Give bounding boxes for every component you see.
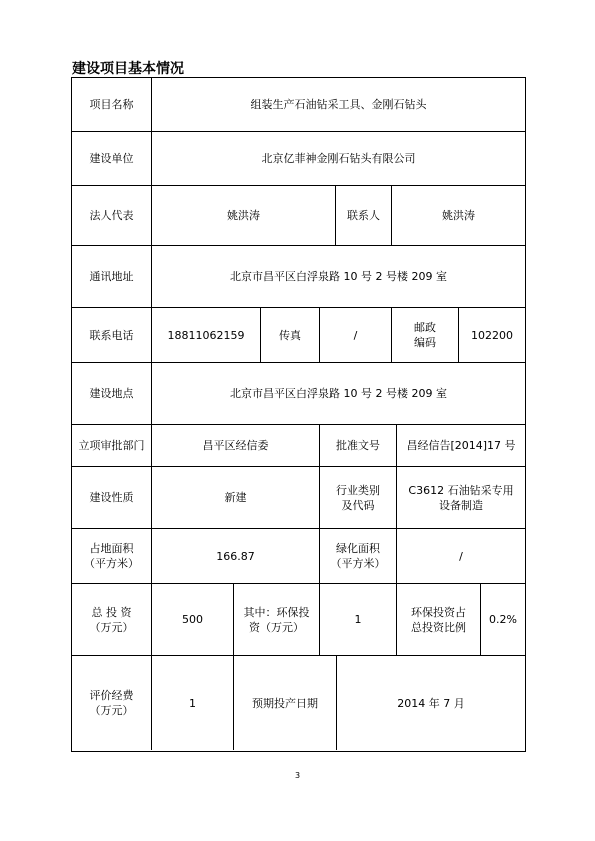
postcode-value: 102200 <box>459 308 525 363</box>
project-name-label: 项目名称 <box>72 78 152 132</box>
representative-value: 姚洪涛 <box>152 186 336 246</box>
page-title: 建设项目基本情况 <box>72 61 184 77</box>
approval-doc-label: 批准文号 <box>320 425 397 467</box>
env-investment-label: 其中：环保投 资（万元） <box>234 584 320 656</box>
page-number: 3 <box>294 771 301 780</box>
fax-value: / <box>320 308 392 363</box>
site-label: 建设地点 <box>72 363 152 425</box>
project-info-table <box>71 77 526 752</box>
green-area-value: / <box>397 529 525 584</box>
industry-value: C3612 石油钻采专用 设备制造 <box>397 467 525 529</box>
postcode-label: 邮政 编码 <box>392 308 459 363</box>
approval-label: 立项审批部门 <box>72 425 152 467</box>
approval-doc-value: 昌经信告[2014]17 号 <box>397 425 525 467</box>
builder-value: 北京亿菲神金刚石钻头有限公司 <box>152 132 525 186</box>
project-name-value: 组装生产石油钻采工具、金刚石钻头 <box>152 78 525 132</box>
contact-label: 联系人 <box>336 186 392 246</box>
representative-label: 法人代表 <box>72 186 152 246</box>
address-label: 通讯地址 <box>72 246 152 308</box>
address-value: 北京市昌平区白浮泉路 10 号 2 号楼 209 室 <box>152 246 525 308</box>
evaluation-value: 1 <box>152 656 234 750</box>
industry-label: 行业类别 及代码 <box>320 467 397 529</box>
nature-label: 建设性质 <box>72 467 152 529</box>
contact-value: 姚洪涛 <box>392 186 525 246</box>
investment-label: 总 投 资 （万元） <box>72 584 152 656</box>
evaluation-label: 评价经费 （万元） <box>72 656 152 750</box>
env-ratio-label: 环保投资占 总投资比例 <box>397 584 481 656</box>
green-area-label: 绿化面积 （平方米） <box>320 529 397 584</box>
site-value: 北京市昌平区白浮泉路 10 号 2 号楼 209 室 <box>152 363 525 425</box>
phone-value: 18811062159 <box>152 308 261 363</box>
env-investment-value: 1 <box>320 584 397 656</box>
builder-label: 建设单位 <box>72 132 152 186</box>
area-label: 占地面积 （平方米） <box>72 529 152 584</box>
production-date-label: 预期投产日期 <box>234 656 337 750</box>
investment-value: 500 <box>152 584 234 656</box>
approval-value: 昌平区经信委 <box>152 425 320 467</box>
production-date-value: 2014 年 7 月 <box>397 696 465 710</box>
env-ratio-value: 0.2% <box>481 584 525 656</box>
nature-value: 新建 <box>152 467 320 529</box>
fax-label: 传真 <box>261 308 320 363</box>
area-value: 166.87 <box>152 529 320 584</box>
phone-label: 联系电话 <box>72 308 152 363</box>
